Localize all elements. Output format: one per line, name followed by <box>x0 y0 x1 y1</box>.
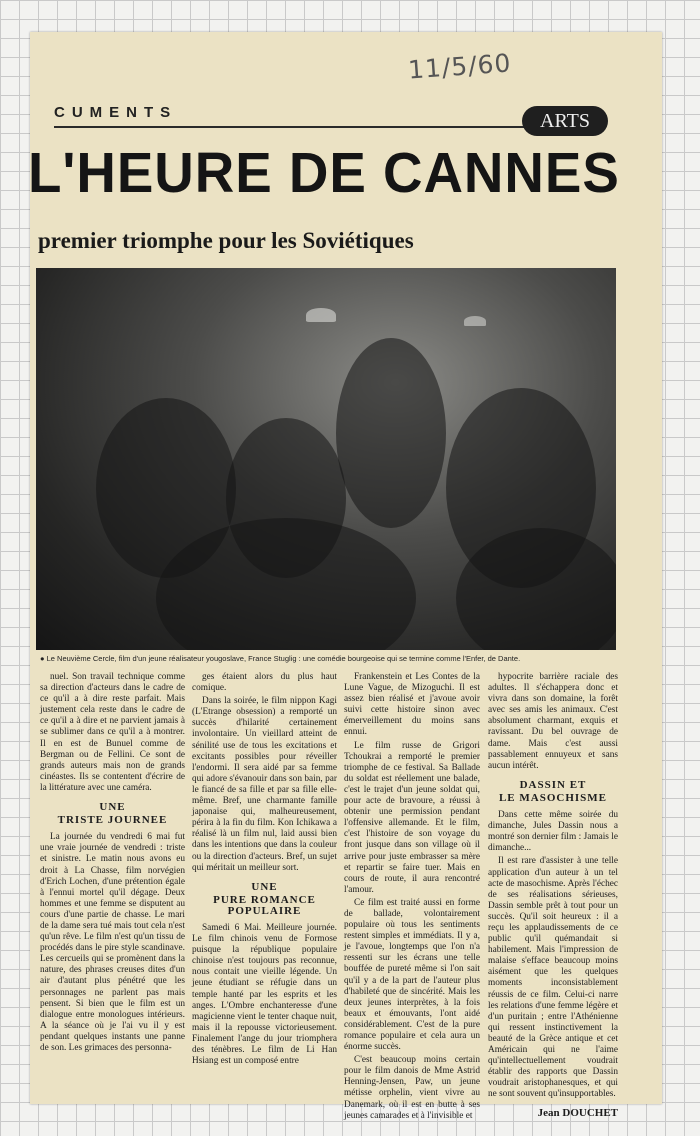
paragraph: Il est rare d'assister à une telle application d'un auteur à un tel acte de masochisme. Après l'échec de ses réalisations sérieuses, Dassin semble prêt à tout pour un succès. Qu'il soit heureux : il a reçu les applaudissements de ce public qu'il quémandait si habilement. Mais l'impression de malaise s'efface beaucoup moins aisément que les quelques moments inconsistablement réussis de ce film. Celui-ci narre les relations d'une femme légère et d'un puritain ; entre l'Athénienne qui ressent instinctivement la beauté de la Grèce antique et cet Américain qui ne l'aime qu'intellectuellement voudrait établir des rapports que Dassin voudrait aristophanesques, et qui ne sont souvent qu'insupportables. <box>488 856 618 1100</box>
paragraph: Dans la soirée, le film nippon Kagi (L'Etrange obsession) a remporté un succès d'hilarité certainement involontaire. Un vieillard atteint de sénilité use de tous les excitations et excitants possibles pour réveiller l'endormi. Il sera aidé par sa femme qui adore s'évanouir dans son bain, par le fiancé de sa fille et par sa fille elle-même. Bref, une charmante famille japonaise qui, malheureusement, périra à la fin du film. Kon Ichikawa a réalisé là un film nul, laid aussi bien dans les intentions que dans la couleur ou la direction d'acteurs. Bref, un sujet qui méritait un meilleur sort. <box>192 696 337 873</box>
handwritten-date: 11/5/60 <box>407 48 513 85</box>
article-column-3 <box>344 672 480 1124</box>
section-heading: DASSIN ET <box>519 778 587 791</box>
article-column-2 <box>192 672 337 1069</box>
photo-caption: ● Le Neuvième Cercle, film d'un jeune réalisateur yougoslave, France Stuglig : une comédie bourgeoise qui se termine comme l'Enfer, de Dante. <box>40 654 521 663</box>
paragraph: Dans cette même soirée du dimanche, Jules Dassin nous a montré son dernier film : Jamais le dimanche... <box>488 810 618 854</box>
article-column-1 <box>40 672 185 1056</box>
headline: L'HEURE DE CANNES <box>28 141 620 205</box>
paragraph: hypocrite barrière raciale des adultes. Il s'échappera donc et vivra dans son domaine, la forêt avec ses amis les animaux. C'est absolument charmant, exquis et ravissant. Du bel ouvrage de dame. Mais c'est aussi passablement ennuyeux et sans aucun intérêt. <box>488 672 618 771</box>
section-heading: LE MASOCHISME <box>498 791 608 804</box>
author-signature: Jean DOUCHET <box>537 1107 618 1120</box>
paragraph: nuel. Son travail technique comme sa direction d'acteurs dans le cadre de ce qu'il a à dire reste parfait. Mais justement cela reste dans le cadre de ce qu'il a à dire et ne parvient jamais à se sublimer dans ce qu'il a à montrer. Il en est de Bunuel comme de Bergman ou de Fellini. Ce sont de grands auteurs mais non de grands cinéastes. Ils se contentent d'écrire de la littérature avec une caméra. <box>40 672 185 793</box>
header-rule <box>54 126 524 128</box>
section-heading: UNE <box>99 801 126 814</box>
paragraph: Le film russe de Grigori Tchoukrai a remporté le premier triomphe de ce festival. Sa Ballade du soldat est réellement une balade, c'est le trajet d'un jeune soldat qui, pour acte de bravoure, a réussi à obtenir une permission pendant l'offensive allemande. Et le film, c'est l'histoire de son voyage du front jusque dans son village où il arrive pour juste embrasser sa mère et repartir se faire tuer. Mais en cours de route, il aura rencontré l'amour. <box>344 740 480 895</box>
subheadline: premier triomphe pour les Soviétiques <box>38 228 414 253</box>
section-badge: ARTS <box>522 106 608 136</box>
paragraph: Samedi 6 Mai. Meilleure journée. Le film chinois venu de Formose puisque la république populaire chinoise n'est toujours pas reconnue, nous contait une vieille légende. Un jeune étudiant se réfugie dans un temple hanté par les esprits et les anges. L'Ombre enchanteresse d'une magicienne vient le tenter chaque nuit, mais il la repousse victorieusement. Finalement l'ange du jour triomphera des ténèbres. Le film de Li Han Hsiang est un composé entre <box>192 922 337 1067</box>
paragraph: Frankenstein et Les Contes de la Lune Vague, de Mizoguchi. Il est assez bien réalisé et j'avoue avoir suivi cette histoire sinon avec émerveillement du moins sans ennui. <box>344 672 480 738</box>
rubric-label: CUMENTS <box>54 104 178 121</box>
section-heading: TRISTE JOURNEE <box>57 814 168 827</box>
section-heading: UNE <box>251 880 278 893</box>
section-heading: PURE ROMANCE POPULAIRE <box>213 893 316 917</box>
paragraph: C'est beaucoup moins certain pour le film danois de Mme Astrid Henning-Jensen, Paw, un jeune métisse orphelin, vient vivre au Danemark, où il est en butte à ses jeunes camarades et à l'invisible et <box>344 1055 480 1121</box>
paragraph: ges étaient alors du plus haut comique. <box>192 672 337 694</box>
article-column-4 <box>488 672 618 1120</box>
crowd-photo <box>36 268 616 650</box>
paragraph: Ce film est traité aussi en forme de ballade, volontairement populaire où tous les sentiments restent simples et immédiats. Il y a, je l'avoue, longtemps que l'on n'a ressenti sur les écrans une telle bouffée de pureté même si l'on sait qu'il y a de la part de l'auteur plus d'habileté que de sincérité. Mais les deux jeunes interprètes, à la fois beaux et émouvants, l'ont aidé considérablement. C'est de la pure romance populaire et cela aura un énorme succès. <box>344 897 480 1053</box>
paragraph: La journée du vendredi 6 mai fut une vraie journée de vendredi : triste et sinistre. Le matin nous avons eu droit à La Chasse, film norvégien d'Erich Lochen, d'une prétention égale à l'ennui mortel qu'il dégage. Deux hommes et une femme se disputent au cours d'une partie de chasse. Le mari de la dame sera tué mais tout cela n'est qu'un rêve. Le film n'est qu'un tissu de procédés dans le pire style scandinave. Les cercueils qui se promènent dans la nature, des phrases creuses dites d'un air d'autant plus pénétré que les personnages ne parlent pas mais pensent. Si bien que le film est un dialogue entre monologues intérieurs. A la séance où je l'ai vu il y est pendant quelques instants une panne de son. Les grimaces des personna- <box>40 832 185 1053</box>
